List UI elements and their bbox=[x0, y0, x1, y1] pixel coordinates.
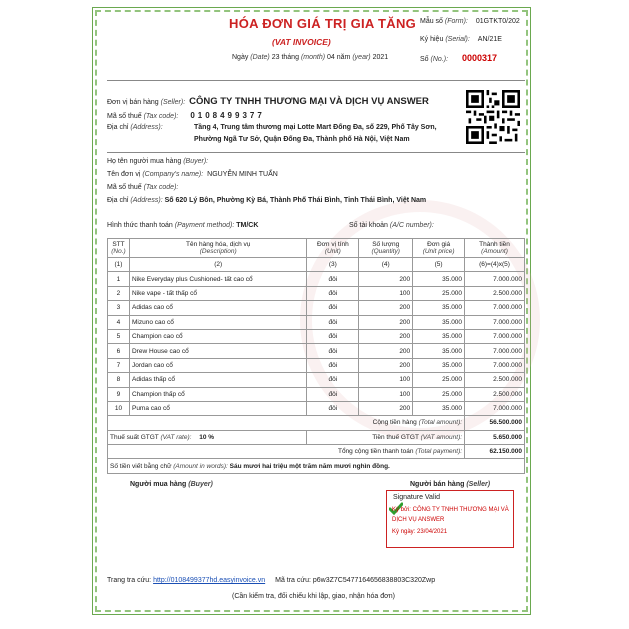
invoice-number: Số (No.): 0000317 bbox=[420, 53, 498, 63]
invoice-subtitle: (VAT INVOICE) bbox=[272, 37, 331, 47]
cell-price: 35.000 bbox=[413, 272, 465, 286]
seller-address-label: Địa chỉ (Address): bbox=[107, 124, 163, 131]
serial-number: Ký hiệu (Serial): AN/21E bbox=[420, 36, 502, 43]
table-row bbox=[108, 301, 525, 315]
table-row bbox=[108, 358, 525, 372]
signed-by-line2: DỊCH VỤ ANSWER bbox=[392, 517, 445, 523]
grand-total-row bbox=[108, 445, 525, 459]
account-number-row: Số tài khoản (A/C number): bbox=[349, 222, 434, 229]
cell-price: 35.000 bbox=[413, 315, 465, 329]
buyer-address-row: Địa chỉ (Address): Số 620 Lý Bôn, Phường Kỳ Bá, Thành Phố Thái Bình, Tỉnh Thái Bình, Việt Nam bbox=[107, 197, 427, 204]
cell-no: 7 bbox=[108, 358, 130, 372]
index-cell: (4) bbox=[359, 258, 413, 272]
cell-amount: 2.500.000 bbox=[465, 286, 525, 300]
index-cell: (3) bbox=[307, 258, 359, 272]
cell-desc: Nike Everyday plus Cushioned- tất cao cổ bbox=[129, 272, 306, 286]
column-header: Thành tiền (Amount) bbox=[465, 239, 525, 258]
cell-desc: Mizuno cao cổ bbox=[129, 315, 306, 329]
cell-no: 9 bbox=[108, 387, 130, 401]
cell-qty: 100 bbox=[359, 387, 413, 401]
divider bbox=[107, 152, 525, 153]
invoice-title: HÓA ĐƠN GIÁ TRỊ GIA TĂNG bbox=[229, 16, 417, 31]
table-row bbox=[108, 286, 525, 300]
cell-unit: đôi bbox=[307, 272, 359, 286]
cell-unit: đôi bbox=[307, 301, 359, 315]
cell-amount: 7.000.000 bbox=[465, 358, 525, 372]
index-cell: (1) bbox=[108, 258, 130, 272]
cell-desc: Nike vape - tất thấp cổ bbox=[129, 286, 306, 300]
cell-qty: 200 bbox=[359, 301, 413, 315]
cell-qty: 200 bbox=[359, 272, 413, 286]
buyer-signature-label: Người mua hàng (Buyer) bbox=[130, 481, 213, 488]
cell-no: 6 bbox=[108, 344, 130, 358]
invoice-date: Ngày (Date) 23 tháng (month) 04 năm (year) 2021 bbox=[232, 54, 389, 61]
cell-qty: 100 bbox=[359, 373, 413, 387]
payment-method-row: Hình thức thanh toán (Payment method): TM/CK bbox=[107, 222, 259, 229]
cell-amount: 7.000.000 bbox=[465, 401, 525, 415]
cell-no: 4 bbox=[108, 315, 130, 329]
cell-qty: 100 bbox=[359, 286, 413, 300]
cell-amount: 7.000.000 bbox=[465, 315, 525, 329]
column-header: STT (No.) bbox=[108, 239, 130, 258]
cell-unit: đôi bbox=[307, 358, 359, 372]
seller-tax-row: Mã số thuế (Tax code): 0108499377 bbox=[107, 111, 265, 120]
total-value: 56.500.000 bbox=[465, 416, 525, 430]
seller-address-line1: Tầng 4, Trung tâm thương mại Lotte Mart Đống Đa, số 229, Phố Tây Sơn, bbox=[194, 124, 437, 131]
cell-qty: 200 bbox=[359, 358, 413, 372]
cell-amount: 7.000.000 bbox=[465, 344, 525, 358]
cell-qty: 200 bbox=[359, 401, 413, 415]
column-header: Đơn giá (Unit price) bbox=[413, 239, 465, 258]
cell-no: 10 bbox=[108, 401, 130, 415]
cell-desc: Drew House cao cổ bbox=[129, 344, 306, 358]
vat-value: 5.650.000 bbox=[465, 430, 525, 444]
signature-valid-text: Signature Valid bbox=[393, 494, 440, 501]
cell-unit: đôi bbox=[307, 329, 359, 343]
table-row bbox=[108, 329, 525, 343]
seller-name-row: Đơn vị bán hàng (Seller): CÔNG TY TNHH THƯƠNG MẠI VÀ DỊCH VỤ ANSWER bbox=[107, 96, 429, 107]
table-row bbox=[108, 272, 525, 286]
cell-price: 35.000 bbox=[413, 301, 465, 315]
table-row bbox=[108, 344, 525, 358]
cell-unit: đôi bbox=[307, 401, 359, 415]
vat-row bbox=[108, 430, 525, 444]
column-header: Đơn vị tính (Unit) bbox=[307, 239, 359, 258]
divider bbox=[107, 80, 525, 81]
cell-price: 25.000 bbox=[413, 373, 465, 387]
cell-amount: 7.000.000 bbox=[465, 329, 525, 343]
signed-by-line1: Ký bởi: CÔNG TY TNHH THƯƠNG MẠI VÀ bbox=[392, 507, 509, 513]
footer-note: (Cần kiểm tra, đối chiếu khi lập, giao, nhận hóa đơn) bbox=[232, 593, 395, 600]
cell-unit: đôi bbox=[307, 286, 359, 300]
cell-no: 3 bbox=[108, 301, 130, 315]
cell-amount: 7.000.000 bbox=[465, 301, 525, 315]
cell-no: 8 bbox=[108, 373, 130, 387]
cell-price: 25.000 bbox=[413, 286, 465, 300]
cell-no: 2 bbox=[108, 286, 130, 300]
cell-qty: 200 bbox=[359, 344, 413, 358]
cell-price: 35.000 bbox=[413, 329, 465, 343]
form-number: Mẫu số (Form): 01GTKT0/202 bbox=[420, 18, 520, 25]
table-row bbox=[108, 373, 525, 387]
cell-unit: đôi bbox=[307, 315, 359, 329]
items-table bbox=[107, 238, 525, 474]
seller-address-line2: Phường Ngã Tư Sở, Quận Đống Đa, Thành phố Hà Nội, Việt Nam bbox=[194, 136, 410, 143]
vat-rate: Thuế suất GTGT (VAT rate): 10 % bbox=[108, 430, 307, 444]
cell-qty: 200 bbox=[359, 329, 413, 343]
cell-desc: Jordan cao cổ bbox=[129, 358, 306, 372]
cell-unit: đôi bbox=[307, 373, 359, 387]
cell-unit: đôi bbox=[307, 387, 359, 401]
index-cell: (2) bbox=[129, 258, 306, 272]
index-cell: (5) bbox=[413, 258, 465, 272]
seller-signature-label: Người bán hàng (Seller) bbox=[410, 481, 491, 488]
cell-amount: 2.500.000 bbox=[465, 387, 525, 401]
grand-total-value: 62.150.000 bbox=[465, 445, 525, 459]
total-label: Cộng tiền hàng (Total amount): bbox=[108, 416, 465, 430]
cell-price: 35.000 bbox=[413, 344, 465, 358]
amount-in-words-row bbox=[108, 459, 525, 473]
table-row bbox=[108, 387, 525, 401]
buyer-company-row: Tên đơn vị (Company's name): NGUYỄN MINH TUẤN bbox=[107, 171, 278, 178]
cell-desc: Adidas thấp cổ bbox=[129, 373, 306, 387]
table-header-row bbox=[108, 239, 525, 258]
grand-total-label: Tổng cộng tiền thanh toán (Total payment): bbox=[108, 445, 465, 459]
cell-price: 25.000 bbox=[413, 387, 465, 401]
signed-date: Ký ngày: 23/04/2021 bbox=[392, 529, 448, 535]
cell-price: 35.000 bbox=[413, 401, 465, 415]
cell-desc: Champion thấp cổ bbox=[129, 387, 306, 401]
cell-qty: 200 bbox=[359, 315, 413, 329]
lookup-row: Trang tra cứu: http://0108499377hd.easyinvoice.vn Mã tra cứu: p6w3Z7C5477164656838803C320Zwp bbox=[107, 577, 436, 584]
buyer-person-row: Họ tên người mua hàng (Buyer): bbox=[107, 158, 209, 165]
cell-price: 35.000 bbox=[413, 358, 465, 372]
cell-unit: đôi bbox=[307, 344, 359, 358]
cell-no: 1 bbox=[108, 272, 130, 286]
amount-in-words: Số tiền viết bằng chữ (Amount in words): Sáu mươi hai triệu một trăm năm mươi nghìn đồng. bbox=[108, 459, 525, 473]
table-row bbox=[108, 315, 525, 329]
buyer-tax-row: Mã số thuế (Tax code): bbox=[107, 184, 179, 191]
column-header: Tên hàng hóa, dịch vụ (Description) bbox=[129, 239, 306, 258]
cell-amount: 7.000.000 bbox=[465, 272, 525, 286]
vat-label: Tiền thuế GTGT (VAT amount): bbox=[307, 430, 465, 444]
column-header: Số lượng (Quantity) bbox=[359, 239, 413, 258]
index-cell: (6)=(4)x(5) bbox=[465, 258, 525, 272]
cell-desc: Adidas cao cổ bbox=[129, 301, 306, 315]
cell-desc: Puma cao cổ bbox=[129, 401, 306, 415]
lookup-link[interactable]: http://0108499377hd.easyinvoice.vn bbox=[153, 577, 266, 584]
cell-no: 5 bbox=[108, 329, 130, 343]
cell-amount: 2.500.000 bbox=[465, 373, 525, 387]
qr-code bbox=[466, 90, 520, 144]
total-row bbox=[108, 416, 525, 430]
cell-desc: Champion cao cổ bbox=[129, 329, 306, 343]
table-row bbox=[108, 401, 525, 415]
table-index-row bbox=[108, 258, 525, 272]
